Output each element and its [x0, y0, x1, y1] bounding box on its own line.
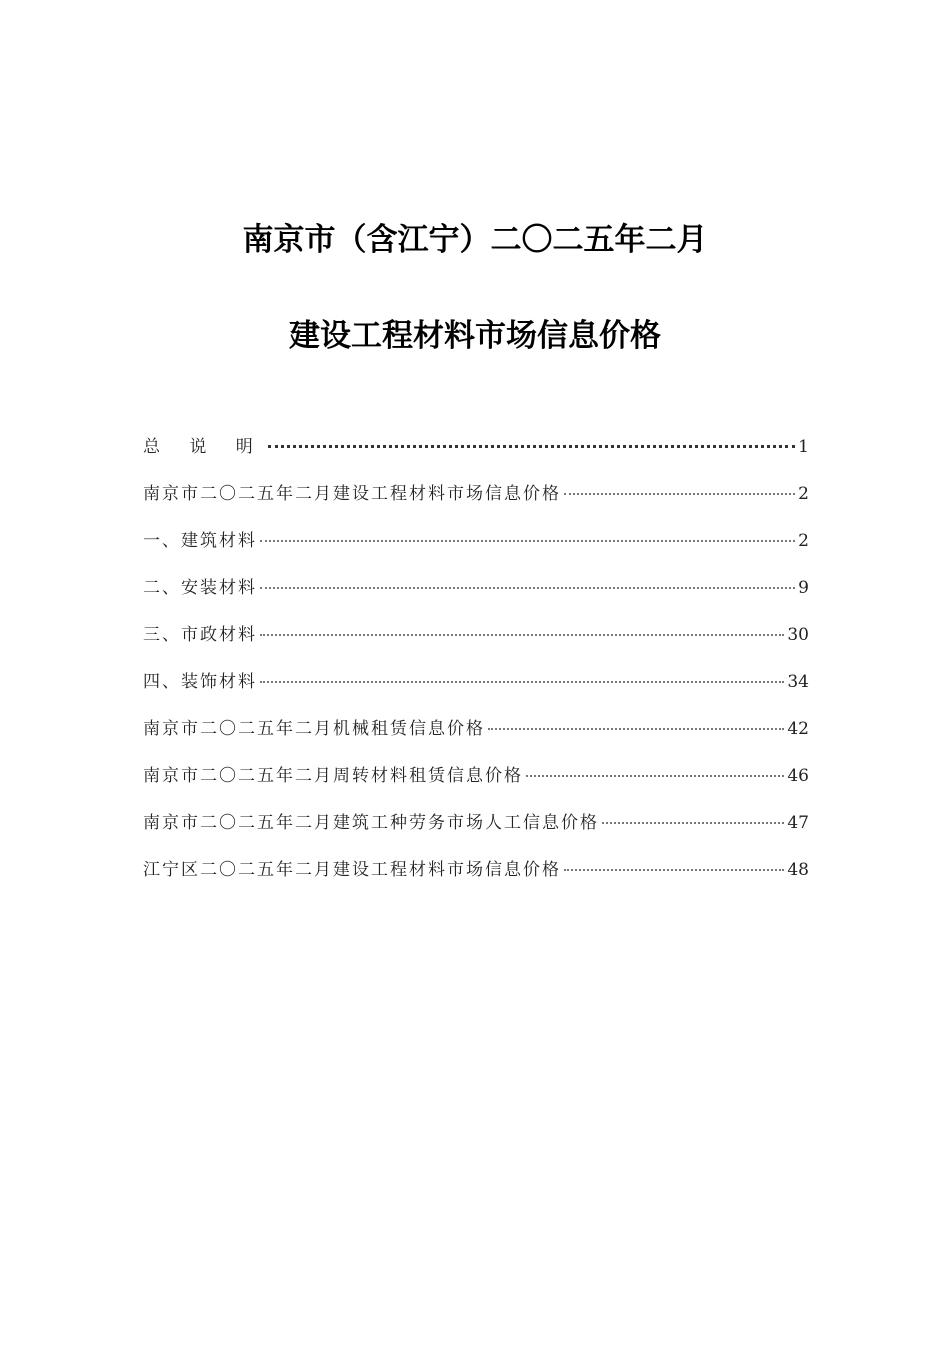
toc-item-label: 南京市二〇二五年二月建设工程材料市场信息价格	[143, 484, 561, 504]
toc-item-page: 34	[787, 672, 809, 692]
toc-item-page: 47	[787, 813, 809, 833]
toc-item-jiangning-materials[interactable]	[143, 853, 809, 900]
toc-item-nanjing-materials[interactable]	[143, 477, 809, 524]
table-of-contents	[143, 430, 809, 900]
toc-item-label: 江宁区二〇二五年二月建设工程材料市场信息价格	[143, 860, 561, 880]
toc-item-label: 二、安装材料	[143, 578, 257, 598]
toc-leader-dots	[260, 680, 784, 683]
toc-leader-dots	[488, 727, 784, 730]
toc-item-label: 南京市二〇二五年二月周转材料租赁信息价格	[143, 766, 523, 786]
toc-item-label: 南京市二〇二五年二月机械租赁信息价格	[143, 719, 485, 739]
toc-leader-dots	[260, 633, 784, 636]
toc-item-label: 四、装饰材料	[143, 672, 257, 692]
toc-item-installation-materials[interactable]	[143, 571, 809, 618]
toc-leader-dots	[564, 868, 784, 871]
document-subtitle: 建设工程材料市场信息价格	[289, 318, 661, 354]
toc-item-general-notes[interactable]	[143, 430, 809, 477]
toc-item-page: 2	[798, 484, 809, 504]
toc-leader-dots	[564, 492, 795, 495]
toc-item-label: 南京市二〇二五年二月建筑工种劳务市场人工信息价格	[143, 813, 599, 833]
toc-item-page: 1	[798, 437, 809, 457]
toc-leader-dots	[268, 444, 795, 448]
toc-item-page: 48	[787, 860, 809, 880]
toc-item-page: 2	[798, 531, 809, 551]
toc-item-decoration-materials[interactable]	[143, 665, 809, 712]
toc-leader-dots	[602, 821, 784, 824]
toc-item-label: 一、建筑材料	[143, 531, 257, 551]
toc-item-turnover-materials-rental[interactable]	[143, 759, 809, 806]
toc-item-label: 总 说 明	[143, 437, 265, 457]
toc-leader-dots	[260, 586, 795, 589]
toc-leader-dots	[526, 774, 784, 777]
toc-item-page: 30	[787, 625, 809, 645]
toc-item-municipal-materials[interactable]	[143, 618, 809, 665]
toc-item-page: 9	[798, 578, 809, 598]
toc-item-labor-prices[interactable]	[143, 806, 809, 853]
toc-item-page: 42	[787, 719, 809, 739]
toc-leader-dots	[260, 539, 795, 542]
toc-item-page: 46	[787, 766, 809, 786]
toc-item-machinery-rental[interactable]	[143, 712, 809, 759]
toc-item-label: 三、市政材料	[143, 625, 257, 645]
document-title: 南京市（含江宁）二〇二五年二月	[242, 222, 708, 258]
toc-item-building-materials[interactable]	[143, 524, 809, 571]
